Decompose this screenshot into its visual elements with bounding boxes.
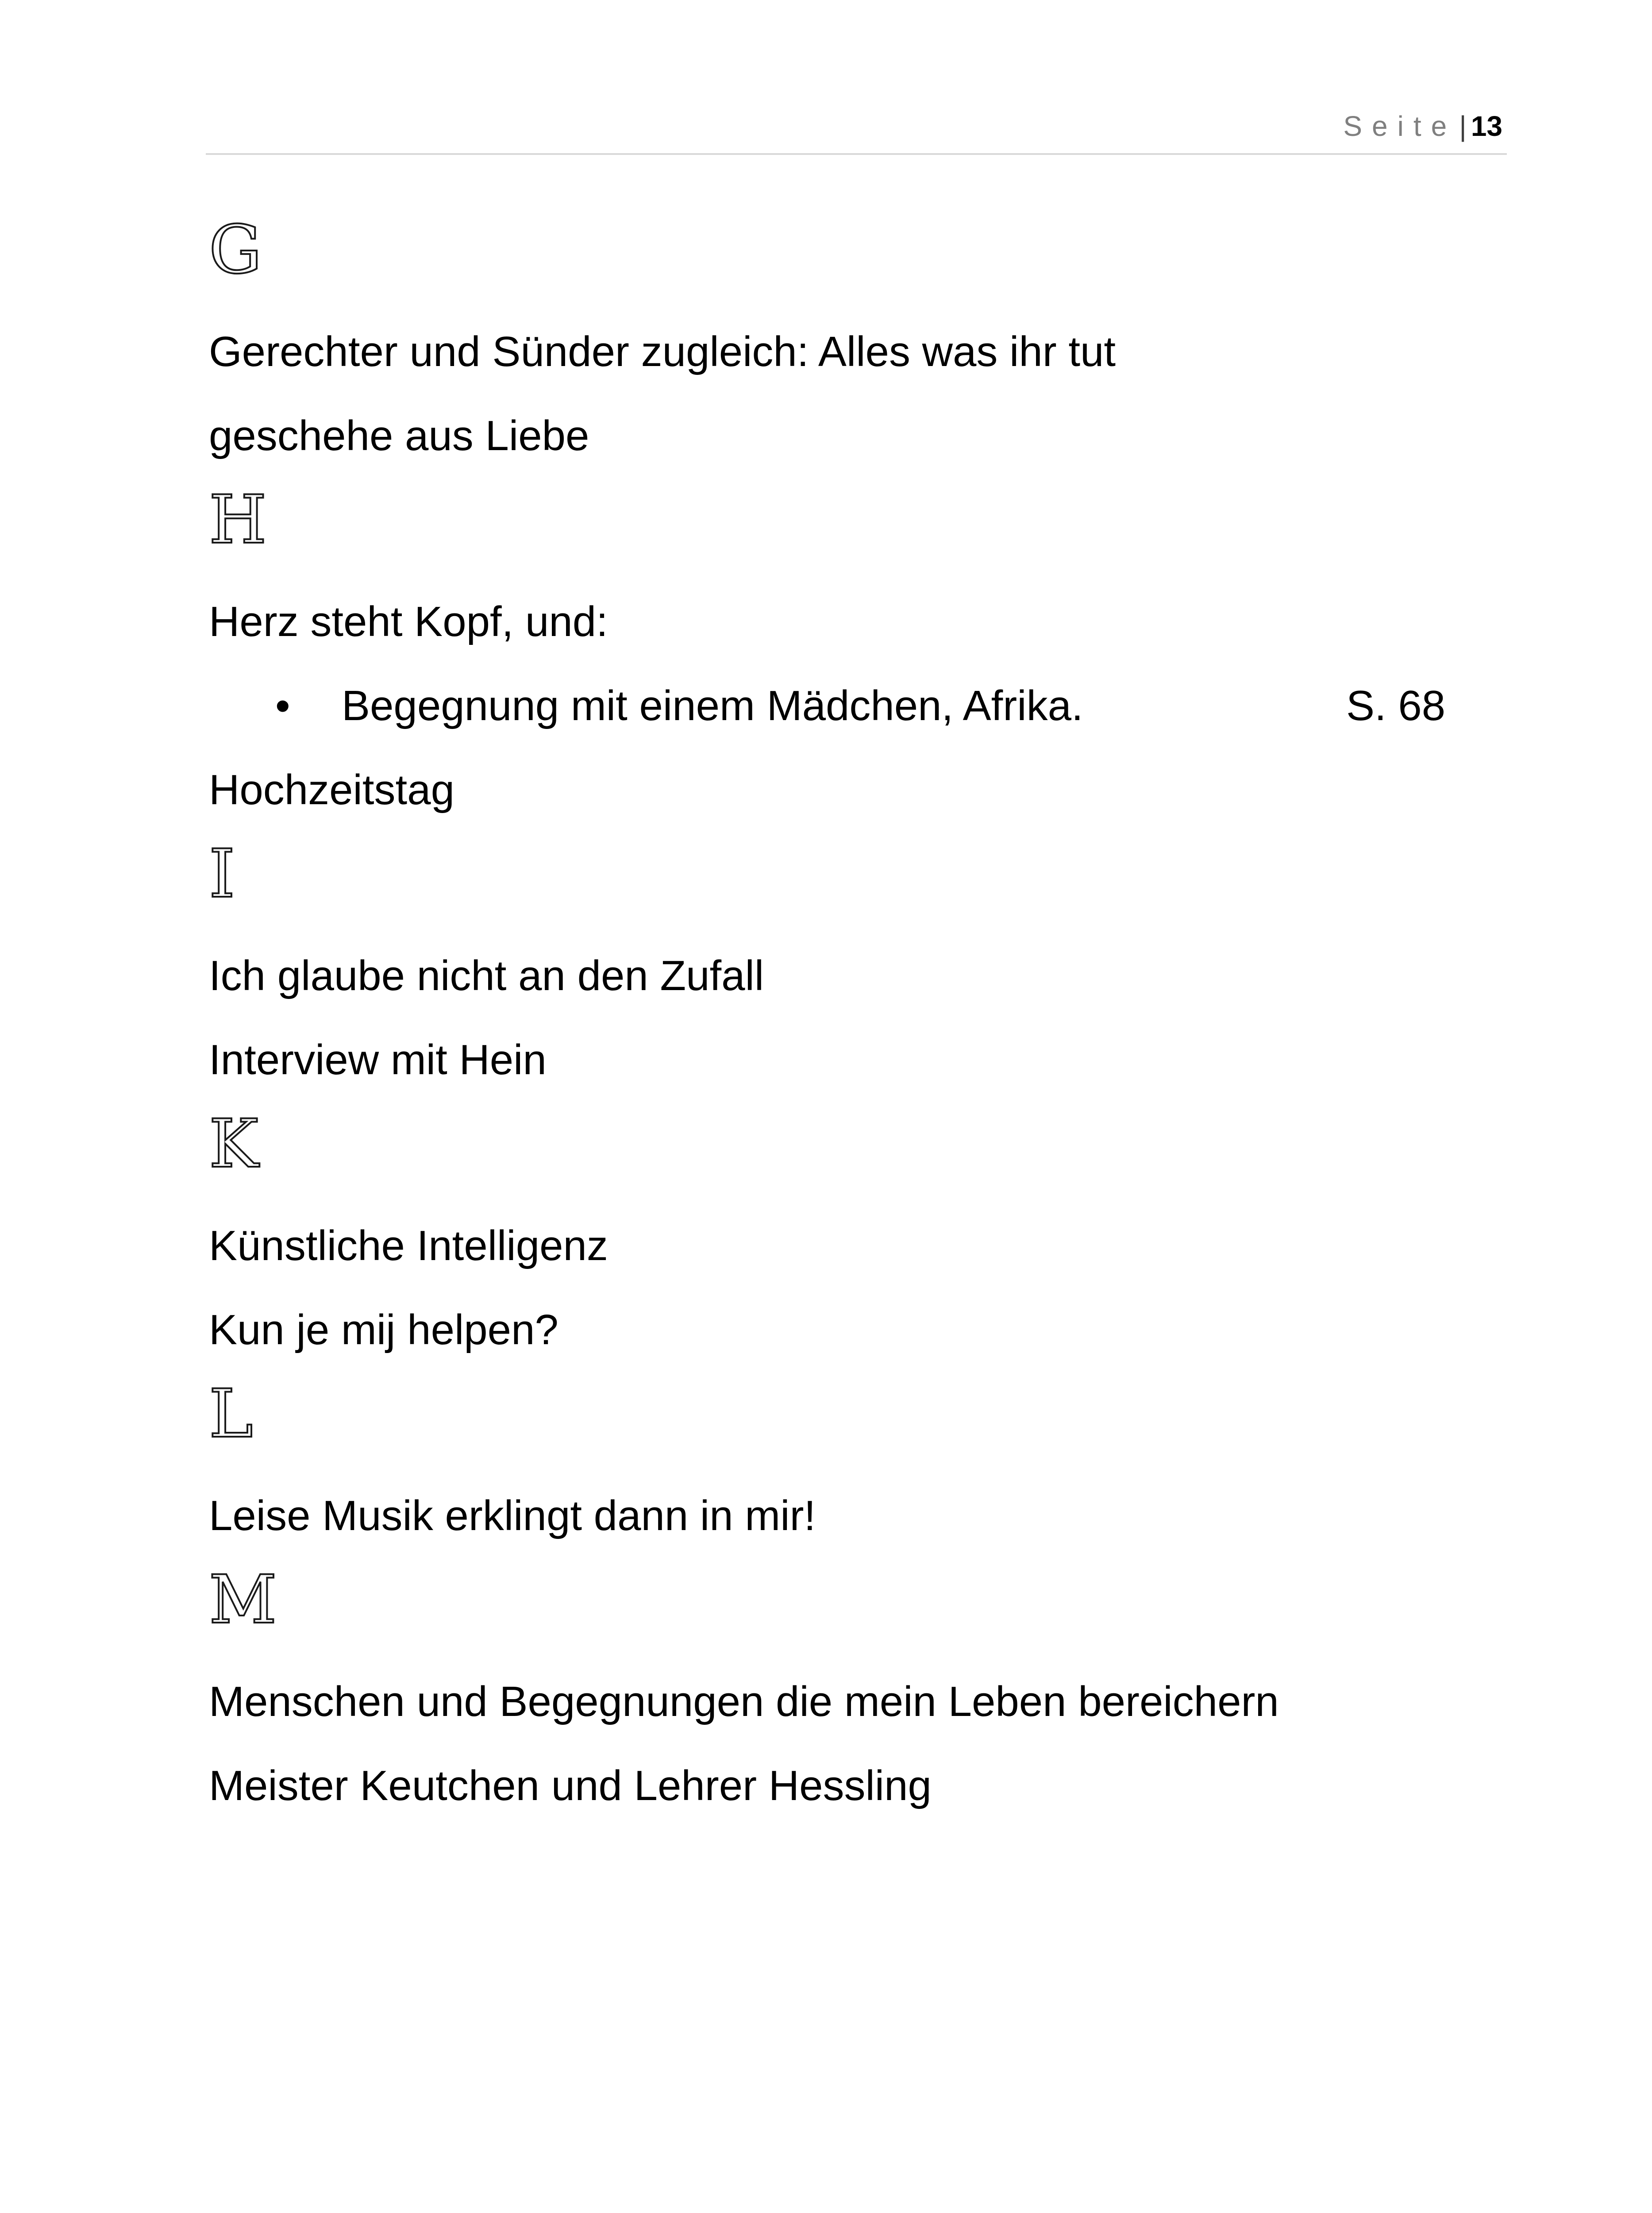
bullet-text: Begegnung mit einem Mädchen, Afrika. — [342, 682, 1083, 729]
section-letter-h: H — [209, 482, 267, 559]
section-letter-k: K — [209, 1106, 259, 1183]
section-letter-i: I — [209, 836, 235, 913]
index-entry: Hochzeitstag — [209, 766, 454, 813]
page-reference: S. 68 — [1346, 682, 1446, 729]
index-entry: geschehe aus Liebe — [209, 412, 589, 459]
index-entry: Künstliche Intelligenz — [209, 1222, 608, 1269]
index-content — [209, 208, 1501, 1828]
page-number: 13 — [1471, 110, 1502, 142]
bullet-entry — [209, 664, 1501, 748]
section-letter-m: M — [209, 1561, 277, 1639]
index-entry: Interview mit Hein — [209, 1036, 547, 1083]
index-entry: Gerechter und Sünder zugleich: Alles was ihr tut — [209, 328, 1116, 375]
header-separator: | — [1459, 110, 1467, 142]
section-letter-g: G — [209, 212, 262, 289]
index-entry: Meister Keutchen und Lehrer Hessling — [209, 1762, 932, 1809]
seite-label: Seite — [1343, 110, 1457, 142]
section-letter-l: L — [209, 1376, 253, 1453]
bullet-marker: • — [275, 682, 290, 729]
page-number-block — [1343, 111, 1502, 142]
index-entry: Leise Musik erklingt dann in mir! — [209, 1492, 816, 1539]
index-entry: Menschen und Begegnungen die mein Leben bereichern — [209, 1678, 1279, 1725]
index-entry: Kun je mij helpen? — [209, 1306, 558, 1353]
index-entry: Ich glaube nicht an den Zufall — [209, 952, 764, 999]
page-header — [206, 106, 1507, 155]
index-entry: Herz steht Kopf, und: — [209, 598, 608, 645]
